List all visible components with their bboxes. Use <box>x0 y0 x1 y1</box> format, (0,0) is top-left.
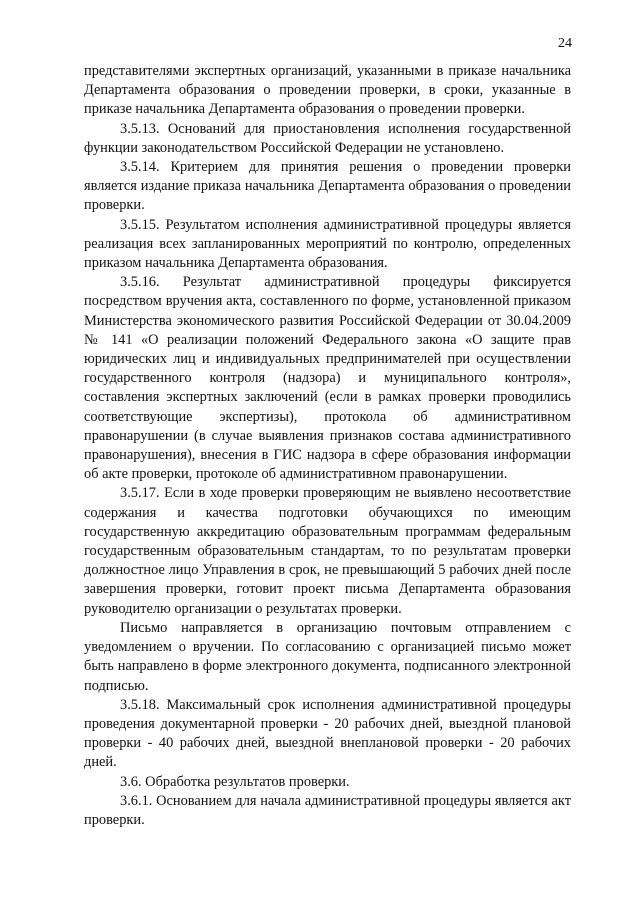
paragraph-letter-delivery: Письмо направляется в организацию почтовым отправлением с уведомлением о вручении. По согласованию с организацией письмо может быть направлено в форме электронного документа, подписанного электронной подписью. <box>84 619 571 694</box>
paragraph-3-5-13: 3.5.13. Оснований для приостановления исполнения государственной функции законодательством Российской Федерации не установлено. <box>84 120 571 156</box>
document-body <box>84 62 571 830</box>
paragraph-3-5-17: 3.5.17. Если в ходе проверки проверяющим не выявлено несоответствие содержания и качества подготовки обучающихся по имеющим государственную аккредитацию образовательным программам федеральным государственным образовательным стандартам, то по результатам проверки должностное лицо Управления в срок, не превышающий 5 рабочих дней после завершения проверки, готовит проект письма Департамента образования руководителю организации о результатах проверки. <box>84 485 571 617</box>
paragraph-3-5-15: 3.5.15. Результатом исполнения административной процедуры является реализация всех запланированных мероприятий по контролю, определенных приказом начальника Департамента образования. <box>84 216 571 272</box>
paragraph-3-5-14: 3.5.14. Критерием для принятия решения о проведении проверки является издание приказа начальника Департамента образования о проведении проверки. <box>84 159 571 214</box>
paragraph-3-5-18: 3.5.18. Максимальный срок исполнения административной процедуры проведения документарной проверки - 20 рабочих дней, выездной плановой проверки - 40 рабочих дней, выездной внеплановой проверки - 20 рабочих дней. <box>84 696 571 771</box>
page-number: 24 <box>558 36 572 51</box>
paragraph-continuation: представителями экспертных организаций, указанными в приказе начальника Департамента образования о проведении проверки, в сроки, указанные в приказе начальника Департамента образования о проведении проверки. <box>84 63 571 118</box>
paragraph-3-6-1: 3.6.1. Основанием для начала административной процедуры является акт проверки. <box>84 792 571 828</box>
paragraph-3-5-16: 3.5.16. Результат административной процедуры фиксируется посредством вручения акта, составленного по форме, установленной приказом Министерства экономического развития Российской Федерации от 30.04.2009 № 141 «О реализации положений Федерального закона «О защите прав юридических лиц и индивидуальных предпринимателей при осуществлении государственного контроля (надзора) и муниципального контроля», составления экспертных заключений (если в рамках проверки проводились соответствующие экспертизы), протокола об административном правонарушении (в случае выявления признаков состава административного правонарушения), внесения в ГИС надзора в сфере образования информации об акте проверки, протоколе об административном правонарушении. <box>84 274 571 483</box>
paragraph-3-6: 3.6. Обработка результатов проверки. <box>120 773 350 790</box>
